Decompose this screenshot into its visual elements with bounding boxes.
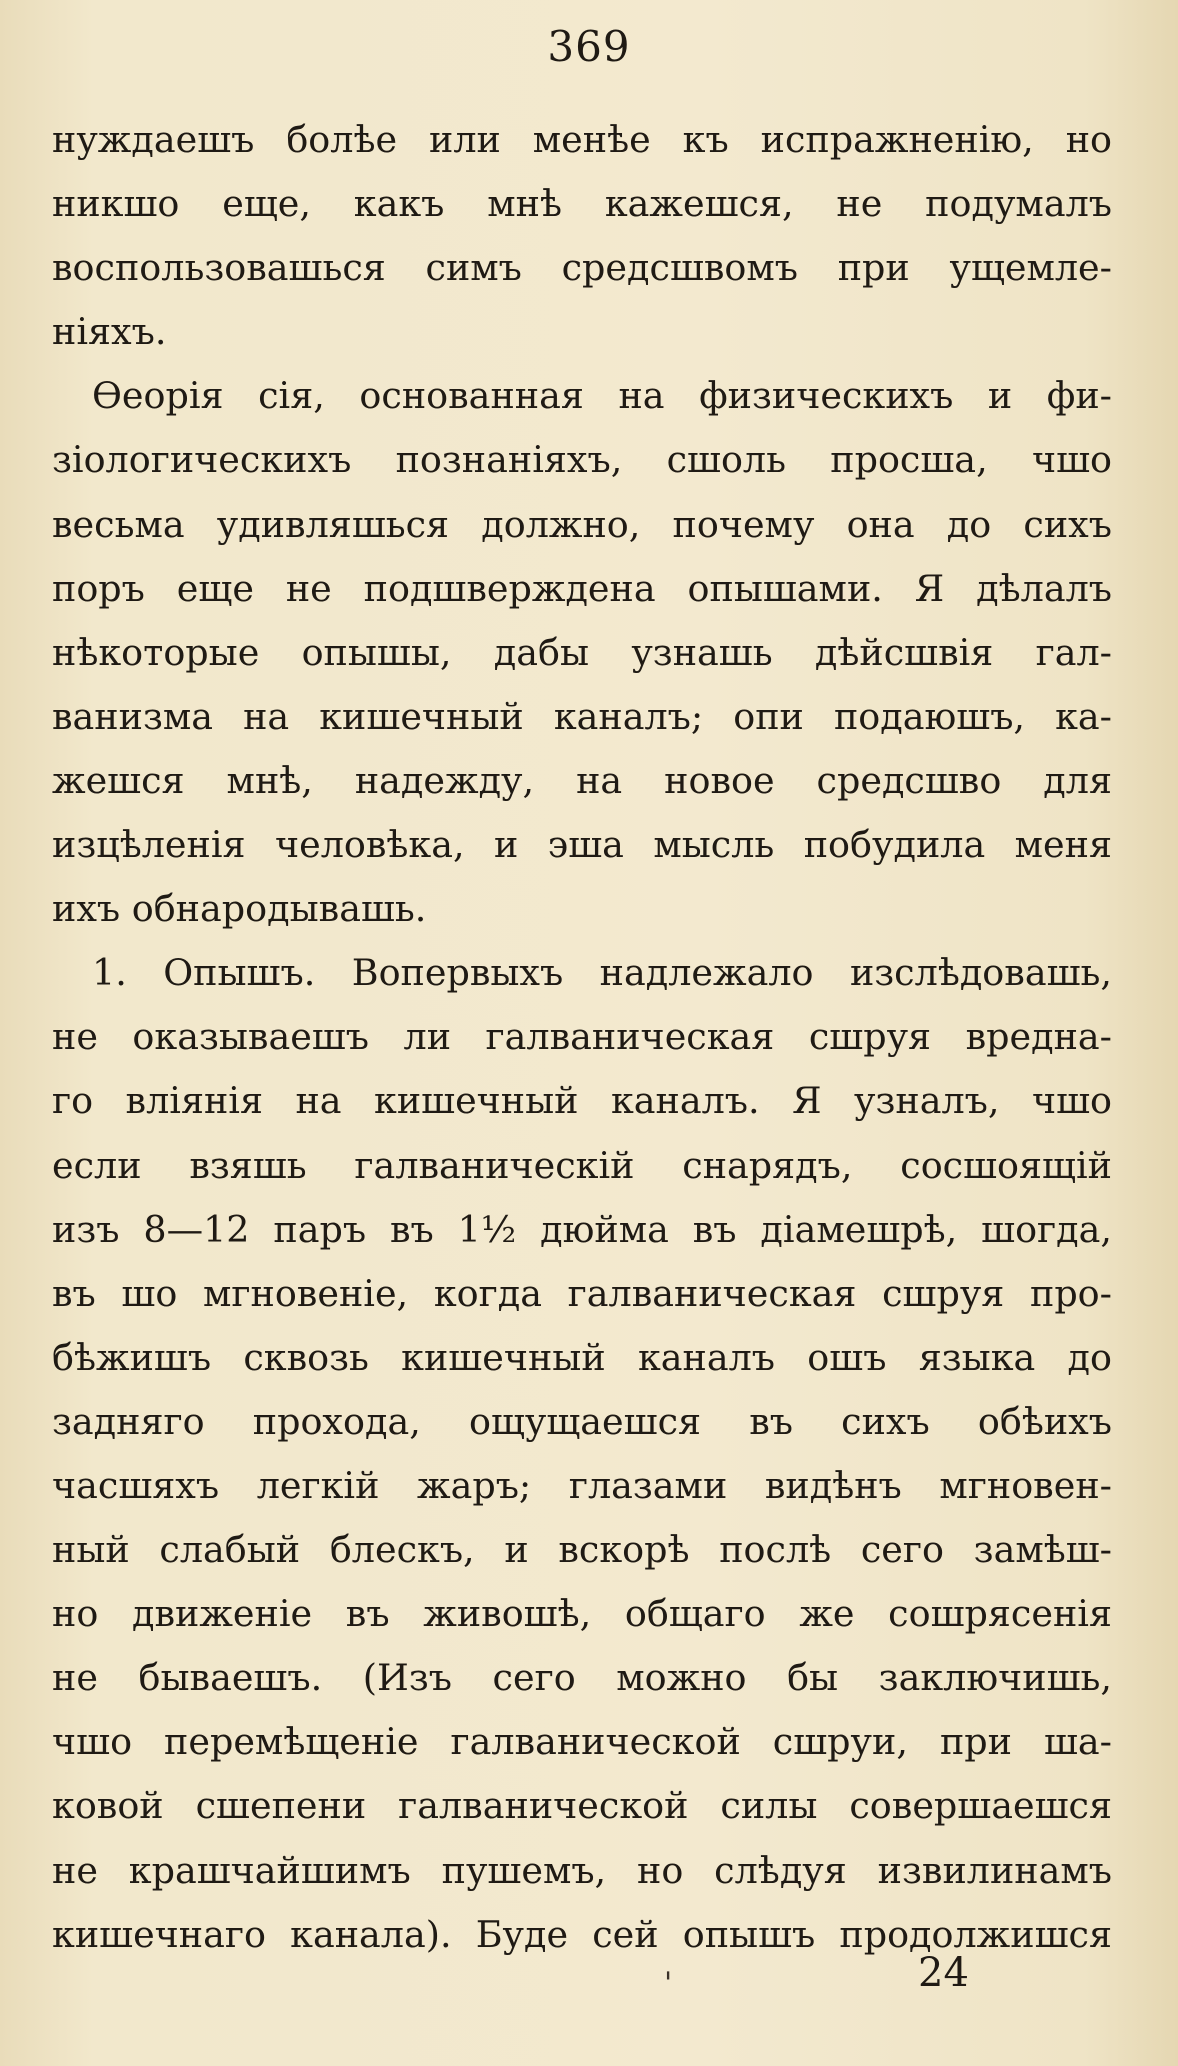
text-line: ковой сшепени галванической силы совершаешся: [52, 1784, 1112, 1828]
text-line: чшо перемѣщеніе галванической сшруи, при ша-: [52, 1720, 1112, 1764]
text-line: нуждаешъ болѣе или менѣе къ испражненію, но: [52, 118, 1112, 161]
text-line: ихъ обнародывашь.: [52, 887, 427, 931]
text-line: кишечнаго канала). Буде сей опышъ продолжишся: [52, 1912, 1112, 1956]
body-text: [52, 108, 1112, 1967]
text-line: изцѣленія человѣка, и эша мысль побудила меня: [52, 823, 1112, 867]
text-line: не бываешъ. (Изъ сего можно бы заключишь,: [52, 1656, 1112, 1700]
text-line: никшо еще, какъ мнѣ кажешся, не подумалъ: [52, 182, 1112, 226]
text-line: 1. Опышъ. Вопервыхъ надлежало изслѣдовашь,: [92, 951, 1112, 995]
text-line: го вліянія на кишечный каналъ. Я узналъ, чшо: [52, 1079, 1112, 1123]
text-line: ный слабый блескъ, и вскорѣ послѣ сего замѣш-: [52, 1528, 1112, 1572]
signature-mark: 24: [918, 1950, 969, 1996]
text-line: нѣкоторые опышы, дабы узнашь дѣйсшвія гал-: [52, 630, 1112, 674]
text-line: ніяхъ.: [52, 310, 167, 354]
text-line: воспользовашься симъ средсшвомъ при ущемле-: [52, 246, 1112, 290]
text-line: Ѳеорія сія, основанная на физическихъ и фи-: [92, 374, 1112, 418]
text-line: задняго прохода, ощущаешся въ сихъ обѣихъ: [52, 1399, 1112, 1443]
text-line: но движеніе въ живошѣ, общаго же сошрясенія: [52, 1592, 1112, 1636]
text-line: если взяшь галваническій снарядъ, сосшоящій: [52, 1143, 1112, 1187]
stray-mark: ': [664, 1966, 673, 2001]
text-line: не оказываешъ ли галваническая сшруя вредна-: [52, 1015, 1112, 1059]
text-line: поръ еще не подшверждена опышами. Я дѣлалъ: [52, 566, 1112, 610]
text-line: жешся мнѣ, надежду, на новое средсшво для: [52, 758, 1112, 802]
text-line: зіологическихъ познаніяхъ, сшоль просша, чшо: [52, 438, 1112, 482]
text-line: ванизма на кишечный каналъ; опи подаюшъ, ка-: [52, 694, 1112, 738]
page-number: 369: [547, 22, 631, 71]
text-line: не крашчайшимъ пушемъ, но слѣдуя извилинамъ: [52, 1848, 1112, 1892]
text-line: въ шо мгновеніе, когда галваническая сшруя про-: [52, 1271, 1112, 1315]
text-line: изъ 8—12 паръ въ 1½ дюйма въ діамешрѣ, шогда,: [52, 1207, 1112, 1251]
text-line: часшяхъ легкій жаръ; глазами видѣнъ мгновен-: [52, 1463, 1112, 1507]
text-line: бѣжишъ сквозь кишечный каналъ ошъ языка до: [52, 1335, 1112, 1379]
text-line: весьма удивляшься должно, почему она до сихъ: [52, 502, 1112, 546]
